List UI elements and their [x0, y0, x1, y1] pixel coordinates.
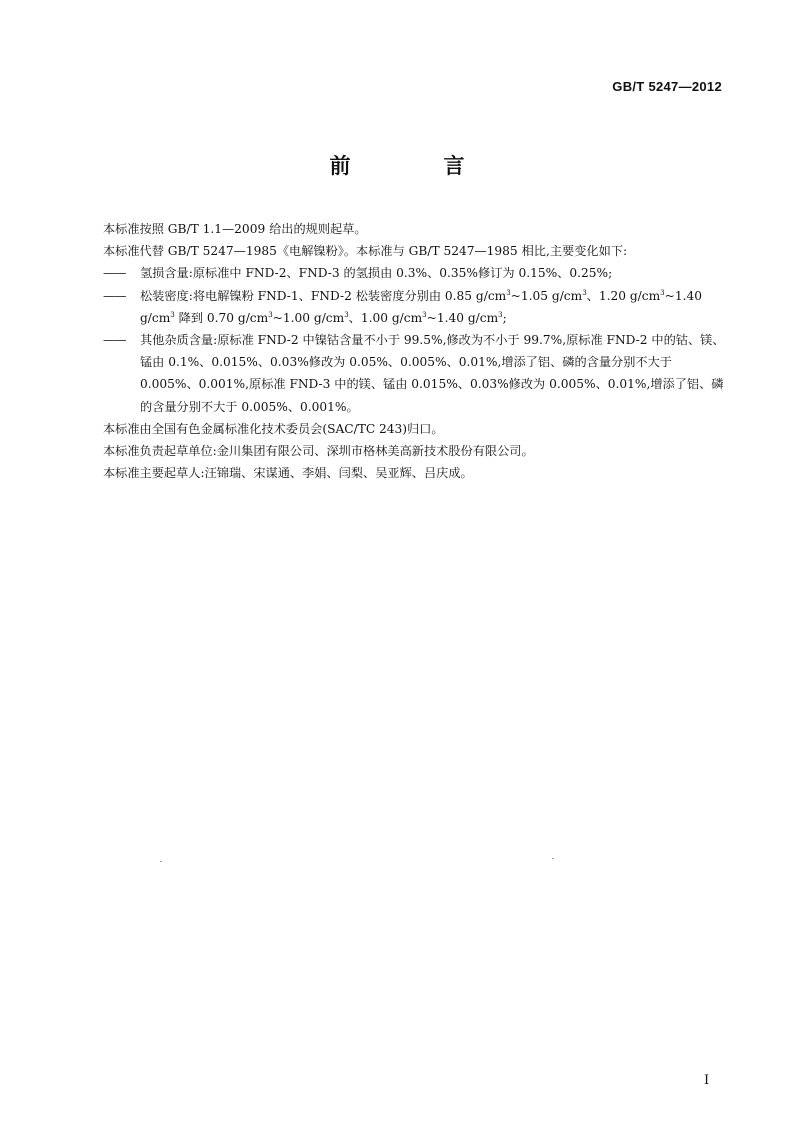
change-item-apparent-density [103, 285, 725, 329]
density-text-1: 松装密度:将电解镍粉 FND-1、FND-2 松装密度分别由 0.85 g/cm [140, 288, 507, 303]
superscript-3: 3 [660, 288, 665, 297]
paragraph-drafting-units: 本标准负责起草单位:金川集团有限公司、深圳市格林美高新技术股份有限公司。 [103, 444, 534, 459]
change-item-impurities [103, 329, 725, 418]
density-text-4: ~1.40 g/cm [140, 288, 702, 325]
foreword-body [103, 218, 725, 484]
paragraph-technical-committee: 本标准由全国有色金属标准化技术委员会(SAC/TC 243)归口。 [103, 421, 444, 436]
superscript-3: 3 [170, 310, 175, 319]
paragraph-drafters: 本标准主要起草人:汪锦瑞、宋谋通、李娟、闫梨、吴亚辉、吕庆成。 [103, 466, 473, 481]
superscript-3: 3 [506, 288, 511, 297]
density-text-9: ; [502, 310, 507, 325]
superscript-3: 3 [498, 310, 503, 319]
density-text-6: ~1.00 g/cm [272, 310, 345, 325]
scan-speck [552, 858, 554, 859]
change-dash: —— [103, 333, 126, 348]
density-text-2: ~1.05 g/cm [510, 288, 583, 303]
superscript-3: 3 [422, 310, 427, 319]
paragraph-drafting-rules: 本标准按照 GB/T 1.1—2009 给出的规则起草。 [103, 222, 367, 236]
change-item-hydrogen-loss [103, 262, 725, 284]
superscript-3: 3 [268, 310, 273, 319]
density-text-7: 、1.00 g/cm [348, 310, 423, 325]
density-text-3: 、1.20 g/cm [586, 288, 661, 303]
paragraph-replacement: 本标准代替 GB/T 5247—1985《电解镍粉》。本标准与 GB/T 5247—1985 相比,主要变化如下: [103, 244, 628, 259]
change-dash: —— [103, 266, 126, 281]
change-item-text: 其他杂质含量:原标准 FND-2 中镍钴含量不小于 99.5%,修改为不小于 99.7%,原标准 FND-2 中的钴、镁、锰由 0.1%、0.015%、0.03%修改为 0.05%、0.005%、0.01%,增添了铝、磷的含量分别不大于 0.005%、0.001%,原标准 FND-3 中的镁、锰由 0.015%、0.03%修改为 0.005%、0.01%,增添了铝、磷的含量分别不大于 0.005%、0.001%。 [140, 333, 725, 414]
change-dash: —— [103, 288, 126, 303]
change-item-text: 氢损含量:原标准中 FND-2、FND-3 的氢损由 0.3%、0.35%修订为 0.15%、0.25%; [140, 266, 613, 281]
standard-code: GB/T 5247—2012 [612, 79, 722, 94]
density-text-8: ~1.40 g/cm [426, 310, 499, 325]
scan-speck [160, 861, 162, 862]
density-text-5: 降到 0.70 g/cm [174, 310, 269, 325]
superscript-3: 3 [582, 288, 587, 297]
page-number: I [704, 1073, 710, 1088]
page-title: 前 言 [329, 154, 501, 178]
superscript-3: 3 [344, 310, 349, 319]
